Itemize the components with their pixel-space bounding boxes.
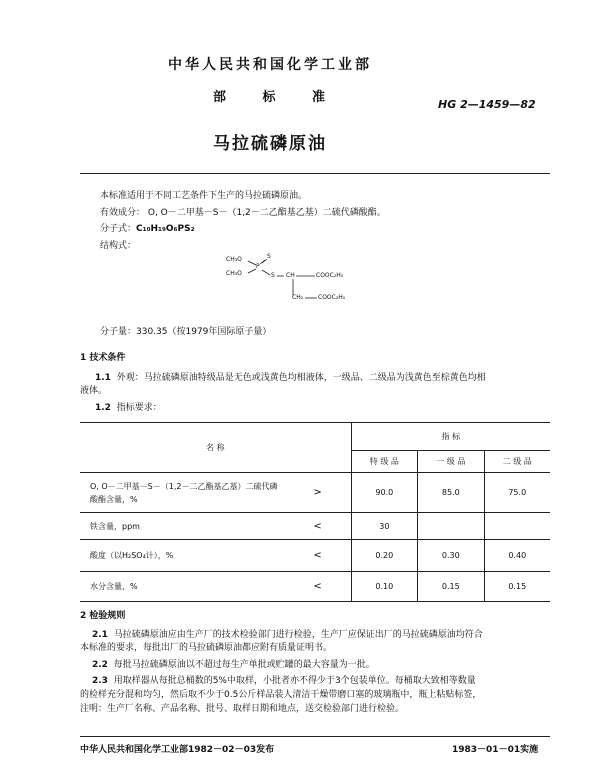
methylene-label: CH₂ [292, 294, 304, 301]
clause-2-1 [92, 629, 483, 641]
row-value-second: 75.0 [484, 473, 550, 513]
formula-line [100, 223, 195, 235]
structural-formula [222, 252, 382, 312]
clause-text: 外观：马拉硫磷原油特级品是无色或浅黄色均相液体，一级品、二级品为浅黄色至棕黄色均相 [116, 373, 486, 383]
row-name: O, O－二甲基－S－（1,2－二乙酯基乙基）二硫代磷酸酯含量，% [80, 473, 284, 513]
clause-2-3 [92, 675, 476, 687]
clause-number: 2.2 [92, 660, 108, 670]
methoxy-label-2: CH₃O [226, 270, 242, 277]
grade-premium-header: 特 级 品 [351, 451, 417, 473]
name-column-header: 名 称 [80, 423, 351, 473]
row-value-first: 85.0 [418, 473, 484, 513]
methoxy-label-1: CH₃O [226, 256, 242, 263]
footer-divider [80, 736, 550, 737]
clause-number: 2.3 [92, 676, 108, 686]
clause-2-2 [92, 659, 375, 671]
methine-label: CH [286, 272, 295, 279]
clause-2-3-continued-2: 注明：生产厂名称、产品名称、批号、取样日期和地点，送交检验部门进行检验。 [80, 704, 405, 714]
row-value-premium: 30 [351, 513, 417, 540]
clause-2-1-continued: 本标准的要求，每批出厂的马拉硫磷原油都应附有质量证明书。 [80, 643, 333, 653]
thione-sulfur-label: S [267, 253, 271, 260]
row-name: 酸度（以H₂SO₄计），% [80, 540, 284, 572]
effective-date: 1983－01－01实施 [452, 745, 539, 755]
clause-1-1 [95, 372, 486, 384]
row-comparator: > [284, 473, 351, 513]
clause-text: 马拉硫磷原油应由生产厂的技术检验部门进行检验，生产厂应保证出厂的马拉硫磷原油均符合 [113, 630, 483, 640]
standard-type: 部 标 准 [213, 90, 342, 105]
scope-text: 本标准适用于不同工艺条件下生产的马拉硫磷原油。 [100, 191, 308, 201]
row-value-first [418, 513, 484, 540]
issue-date: 中华人民共和国化学工业部1982－02－03发布 [80, 745, 275, 755]
clause-text: 指标要求： [116, 403, 162, 413]
molecular-weight-text: 分子量：330.35（按1979年国际原子量） [100, 327, 272, 337]
table-row [80, 572, 550, 602]
formula-label: 分子式： [100, 224, 137, 234]
section1-heading: 1 技术条件 [80, 353, 126, 363]
row-value-second: 0.40 [484, 540, 550, 572]
row-value-premium: 0.20 [351, 540, 417, 572]
active-ingredient-text: 有效成分： O, O－二甲基－S－（1,2－二乙酯基乙基）二硫代磷酸酯。 [100, 208, 386, 218]
clause-1-2 [95, 402, 162, 414]
row-comparator: < [284, 540, 351, 572]
molecular-formula: C₁₀H₁₉O₆PS₂ [136, 224, 195, 234]
grade-second-header: 二 级 品 [484, 451, 550, 473]
phosphorus-label: P [256, 263, 260, 270]
document-title: 马拉硫磷原油 [213, 134, 327, 154]
clause-text: 用取样器从每批总桶数的5%中取样，小批者亦不得少于3个包装单位。每桶取大致相等数量 [113, 676, 476, 686]
table-row [80, 513, 550, 540]
ester-label-1: COOC₂H₅ [316, 272, 344, 279]
clause-2-3-continued-1: 的检样充分混和均匀，然后取不少于0.5公斤样品装人清洁干燥带磨口塞的玻璃瓶中，瓶上粘贴标签， [80, 690, 482, 700]
clause-1-1-continued: 液体。 [80, 386, 108, 396]
table-row [80, 473, 550, 513]
title-divider [80, 173, 550, 174]
index-column-header: 指 标 [351, 423, 550, 451]
ministry-name: 中华人民共和国化学工业部 [168, 57, 372, 73]
section2-heading: 2 检验规则 [80, 611, 126, 621]
thioether-sulfur-label: S [271, 272, 275, 279]
row-value-first: 0.30 [418, 540, 484, 572]
table-row [80, 540, 550, 572]
structure-label: 结构式： [100, 241, 137, 251]
row-name: 水分含量，% [80, 572, 284, 602]
row-comparator: < [284, 513, 351, 540]
clause-number: 1.2 [95, 403, 111, 413]
clause-text: 每批马拉硫磷原油以不超过每生产单批或贮罐的最大容量为一批。 [113, 660, 375, 670]
row-comparator: < [284, 572, 351, 602]
row-name: 铁含量，ppm [80, 513, 284, 540]
row-value-premium: 0.10 [351, 572, 417, 602]
standard-code: HG 2—1459—82 [438, 98, 536, 111]
row-value-second: 0.15 [484, 572, 550, 602]
row-value-second [484, 513, 550, 540]
clause-number: 2.1 [92, 630, 108, 640]
clause-number: 1.1 [95, 373, 111, 383]
row-value-first: 0.15 [418, 572, 484, 602]
specification-table [80, 422, 550, 602]
row-value-premium: 90.0 [351, 473, 417, 513]
ester-label-2: COOC₂H₅ [318, 294, 346, 301]
grade-first-header: 一 级 品 [418, 451, 484, 473]
